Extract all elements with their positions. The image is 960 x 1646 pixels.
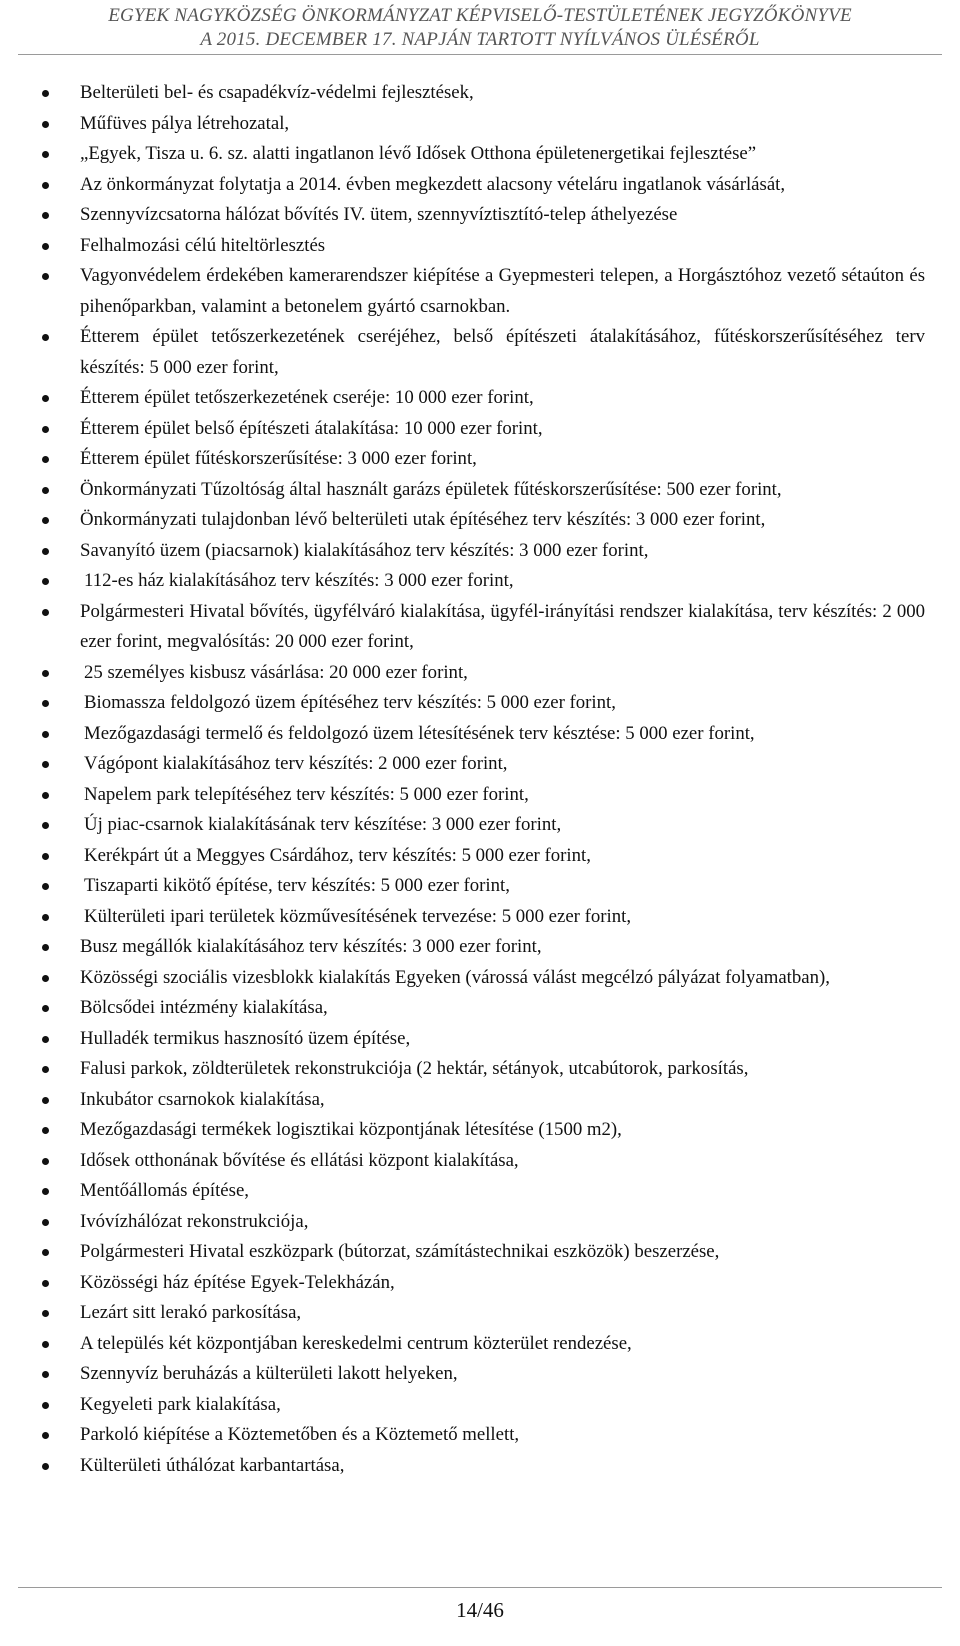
list-item <box>0 261 960 322</box>
bullet-icon <box>42 1036 49 1043</box>
bullet-icon <box>42 212 49 219</box>
list-item <box>0 932 960 963</box>
bullet-icon <box>42 121 49 128</box>
list-item-text: Kegyeleti park kialakítása, <box>80 1393 281 1415</box>
bullet-icon <box>42 670 49 677</box>
list-item <box>0 780 960 811</box>
bullet-icon <box>42 1188 49 1195</box>
list-item-text: Idősek otthonának bővítése és ellátási központ kialakítása, <box>80 1149 519 1171</box>
bullet-icon <box>42 1219 49 1226</box>
list-item <box>0 658 960 689</box>
bullet-icon <box>42 792 49 799</box>
list-item <box>0 383 960 414</box>
list-item <box>0 1024 960 1055</box>
list-item <box>0 1390 960 1421</box>
list-item-text: Étterem épület tetőszerkezetének cseréjéhez, belső építészeti átalakításához, fűtéskorszerűsítéséhez terv készítés: 5 000 ezer forint, <box>80 326 925 378</box>
bullet-icon <box>42 944 49 951</box>
list-item-text: Szennyvízcsatorna hálózat bővítés IV. ütem, szennyvíztisztító-telep áthelyezése <box>80 204 678 225</box>
bullet-icon <box>42 334 49 341</box>
list-item-text: Közösségi ház építése Egyek-Telekházán, <box>80 1271 395 1293</box>
list-item <box>0 1085 960 1116</box>
bullet-icon <box>42 578 49 585</box>
list-item <box>0 231 960 262</box>
list-item <box>0 170 960 201</box>
list-item-text: Önkormányzati Tűzoltóság által használt garázs épületek fűtéskorszerűsítése: 500 ezer forint, <box>80 478 782 500</box>
list-item <box>0 749 960 780</box>
bullet-icon <box>42 243 49 250</box>
list-item <box>0 139 960 170</box>
list-item <box>0 475 960 506</box>
list-item <box>0 1115 960 1146</box>
bullet-icon <box>42 1127 49 1134</box>
list-item-text: Tiszaparti kikötő építése, terv készítés: 5 000 ezer forint, <box>84 875 510 896</box>
list-item <box>0 1176 960 1207</box>
bullet-icon <box>42 1371 49 1378</box>
bullet-icon <box>42 822 49 829</box>
bullet-icon <box>42 1310 49 1317</box>
list-item <box>0 1329 960 1360</box>
bullet-icon <box>42 1249 49 1256</box>
list-item-text: Közösségi szociális vizesblokk kialakítás Egyeken (várossá válást megcélzó pályázat folyamatban), <box>80 966 830 988</box>
list-item <box>0 1420 960 1451</box>
bullet-icon <box>42 975 49 982</box>
bullet-icon <box>42 1097 49 1104</box>
list-item-text: Falusi parkok, zöldterületek rekonstrukciója (2 hektár, sétányok, utcabútorok, parkosítás, <box>80 1058 749 1079</box>
bullet-icon <box>42 548 49 555</box>
bullet-icon <box>42 1280 49 1287</box>
list-item-text: Műfüves pálya létrehozatal, <box>80 112 290 134</box>
list-item <box>0 1298 960 1329</box>
list-item-text: Mentőállomás építése, <box>80 1180 249 1201</box>
list-item-text: Felhalmozási célú hiteltörlesztés <box>80 234 326 256</box>
bullet-icon <box>42 1158 49 1165</box>
bullet-icon <box>42 1432 49 1439</box>
bullet-icon <box>42 182 49 189</box>
list-item <box>0 902 960 933</box>
list-item <box>0 1054 960 1085</box>
list-item-text: Lezárt sitt lerakó parkosítása, <box>80 1302 302 1323</box>
page-number: 14/46 <box>456 1598 504 1622</box>
list-item <box>0 993 960 1024</box>
list-item <box>0 1359 960 1390</box>
footer-divider <box>18 1587 942 1588</box>
list-item <box>0 1237 960 1268</box>
list-item-text: Inkubátor csarnokok kialakítása, <box>80 1088 325 1110</box>
header-divider <box>18 54 942 55</box>
list-item-text: Belterületi bel- és csapadékvíz-védelmi fejlesztések, <box>80 82 474 103</box>
list-item-text: Szennyvíz beruházás a külterületi lakott helyeken, <box>80 1363 458 1384</box>
bullet-icon <box>42 487 49 494</box>
bullet-icon <box>42 426 49 433</box>
list-item <box>0 444 960 475</box>
bullet-list <box>0 78 960 1481</box>
list-item-text: Külterületi úthálózat karbantartása, <box>80 1454 345 1476</box>
bullet-icon <box>42 1341 49 1348</box>
bullet-icon <box>42 1005 49 1012</box>
list-item-text: Biomassza feldolgozó üzem építéséhez terv készítés: 5 000 ezer forint, <box>84 692 616 713</box>
list-item <box>0 1268 960 1299</box>
bullet-icon <box>42 914 49 921</box>
list-item <box>0 810 960 841</box>
list-item <box>0 597 960 658</box>
list-item-text: Mezőgazdasági termelő és feldolgozó üzem létesítésének terv késztése: 5 000 ezer forint, <box>84 722 755 744</box>
list-item <box>0 109 960 140</box>
bullet-icon <box>42 517 49 524</box>
bullet-icon <box>42 700 49 707</box>
list-item-text: Vagyonvédelem érdekében kamerarendszer kiépítése a Gyepmesteri telepen, a Horgásztóhoz vezető sétaúton és pihenőparkban, valamint a betonelem gyártó csarnokban. <box>80 265 925 317</box>
bullet-icon <box>42 731 49 738</box>
list-item <box>0 841 960 872</box>
list-item-text: Kerékpárt út a Meggyes Csárdához, terv készítés: 5 000 ezer forint, <box>84 844 591 866</box>
list-item-text: Az önkormányzat folytatja a 2014. évben megkezdett alacsony vételáru ingatlanok vásárlását, <box>80 173 786 195</box>
header-line-2: A 2015. DECEMBER 17. NAPJÁN TARTOTT NYÍLVÁNOS ÜLÉSÉRŐL <box>200 29 760 50</box>
list-item-text: Önkormányzati tulajdonban lévő belterületi utak építéséhez terv készítés: 3 000 ezer forint, <box>80 509 766 530</box>
bullet-icon <box>42 1463 49 1470</box>
list-item-text: Bölcsődei intézmény kialakítása, <box>80 997 328 1018</box>
list-item-text: Mezőgazdasági termékek logisztikai központjának létesítése (1500 m2), <box>80 1119 622 1140</box>
bullet-icon <box>42 883 49 890</box>
list-item-text: A település két központjában kereskedelmi centrum közterület rendezése, <box>80 1332 632 1354</box>
list-item <box>0 566 960 597</box>
list-item-text: Ivóvízhálózat rekonstrukciója, <box>80 1210 309 1232</box>
bullet-icon <box>42 609 49 616</box>
list-item <box>0 200 960 231</box>
list-item-text: Polgármesteri Hivatal eszközpark (bútorzat, számítástechnikai eszközök) beszerzése, <box>80 1241 720 1262</box>
list-item <box>0 719 960 750</box>
list-item-text: Parkoló kiépítése a Köztemetőben és a Köztemető mellett, <box>80 1424 520 1445</box>
bullet-icon <box>42 853 49 860</box>
bullet-icon <box>42 456 49 463</box>
bullet-icon <box>42 151 49 158</box>
bullet-icon <box>42 395 49 402</box>
bullet-icon <box>42 90 49 97</box>
list-item <box>0 78 960 109</box>
list-item-text: Étterem épület belső építészeti átalakítása: 10 000 ezer forint, <box>80 417 543 439</box>
list-item <box>0 1146 960 1177</box>
list-item-text: Hulladék termikus hasznosító üzem építése, <box>80 1027 411 1049</box>
list-item <box>0 322 960 383</box>
list-item-text: Külterületi ipari területek közművesítésének tervezése: 5 000 ezer forint, <box>84 905 632 927</box>
list-item-text: Savanyító üzem (piacsarnok) kialakításához terv készítés: 3 000 ezer forint, <box>80 539 649 561</box>
list-item <box>0 1207 960 1238</box>
bullet-icon <box>42 761 49 768</box>
list-item-text: Étterem épület fűtéskorszerűsítése: 3 000 ezer forint, <box>80 448 477 469</box>
list-item-text: Új piac-csarnok kialakításának terv készítése: 3 000 ezer forint, <box>84 814 562 835</box>
list-item <box>0 688 960 719</box>
list-item-text: 25 személyes kisbusz vásárlása: 20 000 ezer forint, <box>84 661 468 683</box>
bullet-icon <box>42 1066 49 1073</box>
bullet-icon <box>42 1402 49 1409</box>
list-item-text: Napelem park telepítéséhez terv készítés: 5 000 ezer forint, <box>84 783 529 805</box>
header-line-1: EGYEK NAGYKÖZSÉG ÖNKORMÁNYZAT KÉPVISELŐ-TESTÜLETÉNEK JEGYZŐKÖNYVE <box>108 5 852 26</box>
list-item-text: Polgármesteri Hivatal bővítés, ügyfélváró kialakítása, ügyfél-irányítási rendszer kialakítása, terv készítés: 2 000 ezer forint, megvalósítás: 20 000 ezer forint, <box>80 600 925 652</box>
list-item <box>0 505 960 536</box>
list-item-text: Étterem épület tetőszerkezetének cseréje: 10 000 ezer forint, <box>80 387 534 408</box>
list-item <box>0 414 960 445</box>
list-item-text: 112-es ház kialakításához terv készítés: 3 000 ezer forint, <box>84 570 514 591</box>
list-item <box>0 1451 960 1482</box>
list-item <box>0 871 960 902</box>
document-header <box>0 4 960 52</box>
list-item <box>0 536 960 567</box>
list-item <box>0 963 960 994</box>
list-item-text: Vágópont kialakításához terv készítés: 2 000 ezer forint, <box>84 753 508 774</box>
list-item-text: Busz megállók kialakításához terv készítés: 3 000 ezer forint, <box>80 936 542 957</box>
bullet-icon <box>42 273 49 280</box>
list-item-text: „Egyek, Tisza u. 6. sz. alatti ingatlanon lévő Idősek Otthona épületenergetikai fejlesztése” <box>80 143 757 164</box>
